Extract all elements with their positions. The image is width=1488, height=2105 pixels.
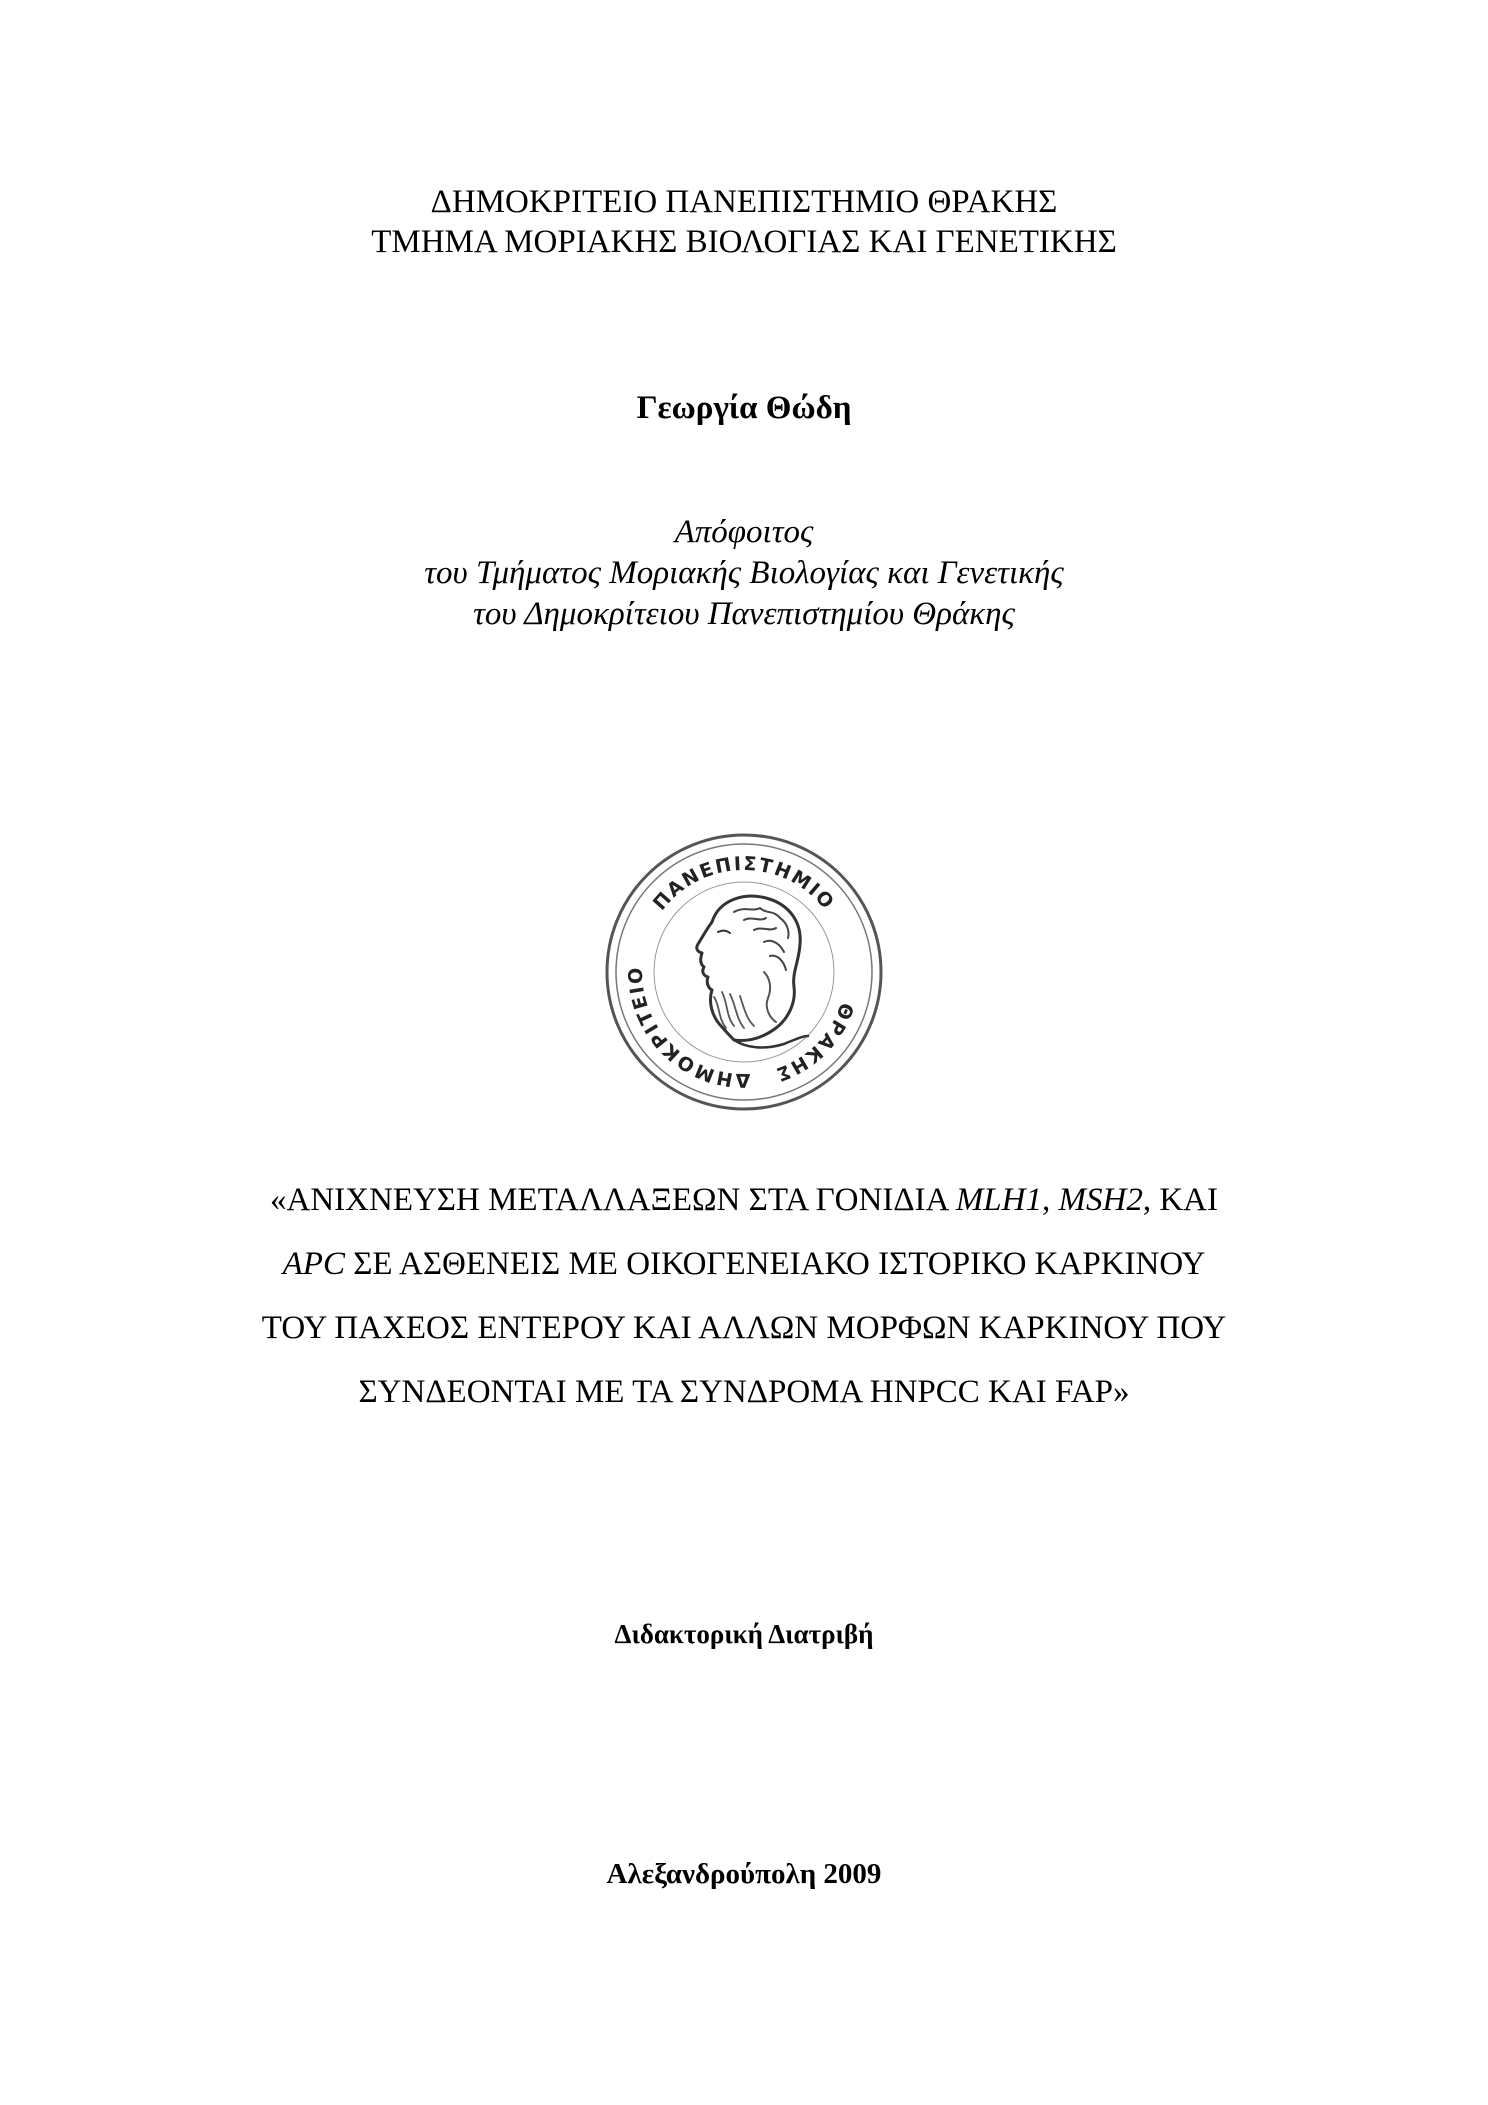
graduate-line-2: του Τμήματος Μοριακής Βιολογίας και Γενετικής — [424, 555, 1064, 591]
department-name: ΤΜΗΜΑ ΜΟΡΙΑΚΗΣ ΒΙΟΛΟΓΙΑΣ ΚΑΙ ΓΕΝΕΤΙΚΗΣ — [371, 224, 1117, 260]
author-name: Γεωργία Θώδη — [636, 390, 852, 426]
title-line-2-text: ΣΕ ΑΣΘΕΝΕΙΣ ΜΕ ΟΙΚΟΓΕΝΕΙΑΚΟ ΙΣΤΟΡΙΚΟ ΚΑΡΚΙΝΟΥ — [344, 1246, 1206, 1282]
democritus-portrait-icon — [697, 896, 808, 1047]
seal-left-text: ΔΗΜΟΚΡΙΤΕΙΟ — [624, 965, 751, 1092]
university-seal-icon — [594, 822, 894, 1122]
seal-top-text: ΠΑΝΕΠΙΣΤΗΜΙΟ — [648, 852, 840, 915]
title-line-3: ΤΟΥ ΠΑΧΕΟΣ ΕΝΤΕΡΟΥ ΚΑΙ ΑΛΛΩΝ ΜΟΡΦΩΝ ΚΑΡΚΙΝΟΥ ΠΟΥ — [261, 1310, 1227, 1346]
seal-right-text: ΘΡΑΚΗΣ — [771, 999, 858, 1086]
title-line-1 — [0, 1168, 1488, 1232]
graduate-line-1: Απόφοιτος — [674, 514, 814, 550]
degree-type: Διδακτορική Διατριβή — [614, 1619, 874, 1649]
title-line-1-separator: , — [1042, 1182, 1059, 1218]
university-name: ΔΗΜΟΚΡΙΤΕΙΟ ΠΑΝΕΠΙΣΤΗΜΙΟ ΘΡΑΚΗΣ — [430, 184, 1058, 220]
graduate-line-3: του Δημοκρίτειου Πανεπιστημίου Θράκης — [473, 596, 1015, 632]
university-header — [0, 182, 1488, 262]
thesis-title — [0, 1168, 1488, 1424]
svg-text:ΔΗΜΟΚΡΙΤΕΙΟ — [625, 965, 751, 1091]
gene-msh2: MSH2 — [1058, 1182, 1143, 1218]
place-year: Αλεξανδρούπολη 2009 — [606, 1858, 882, 1890]
gene-mlh1: MLH1 — [955, 1182, 1042, 1218]
title-line-4: ΣΥΝΔΕΟΝΤΑΙ ΜΕ ΤΑ ΣΥΝΔΡΟΜΑ HNPCC ΚΑΙ FAP» — [358, 1374, 1130, 1410]
title-line-2 — [0, 1232, 1488, 1296]
gene-apc: APC — [282, 1246, 345, 1282]
university-seal — [0, 822, 1488, 1122]
graduate-affiliation — [0, 512, 1488, 635]
title-line-1-text-a: «ΑΝΙΧΝΕΥΣΗ ΜΕΤΑΛΛΑΞΕΩΝ ΣΤΑ ΓΟΝΙΔΙΑ — [270, 1182, 956, 1218]
title-line-1-text-b: , ΚΑΙ — [1142, 1182, 1218, 1218]
